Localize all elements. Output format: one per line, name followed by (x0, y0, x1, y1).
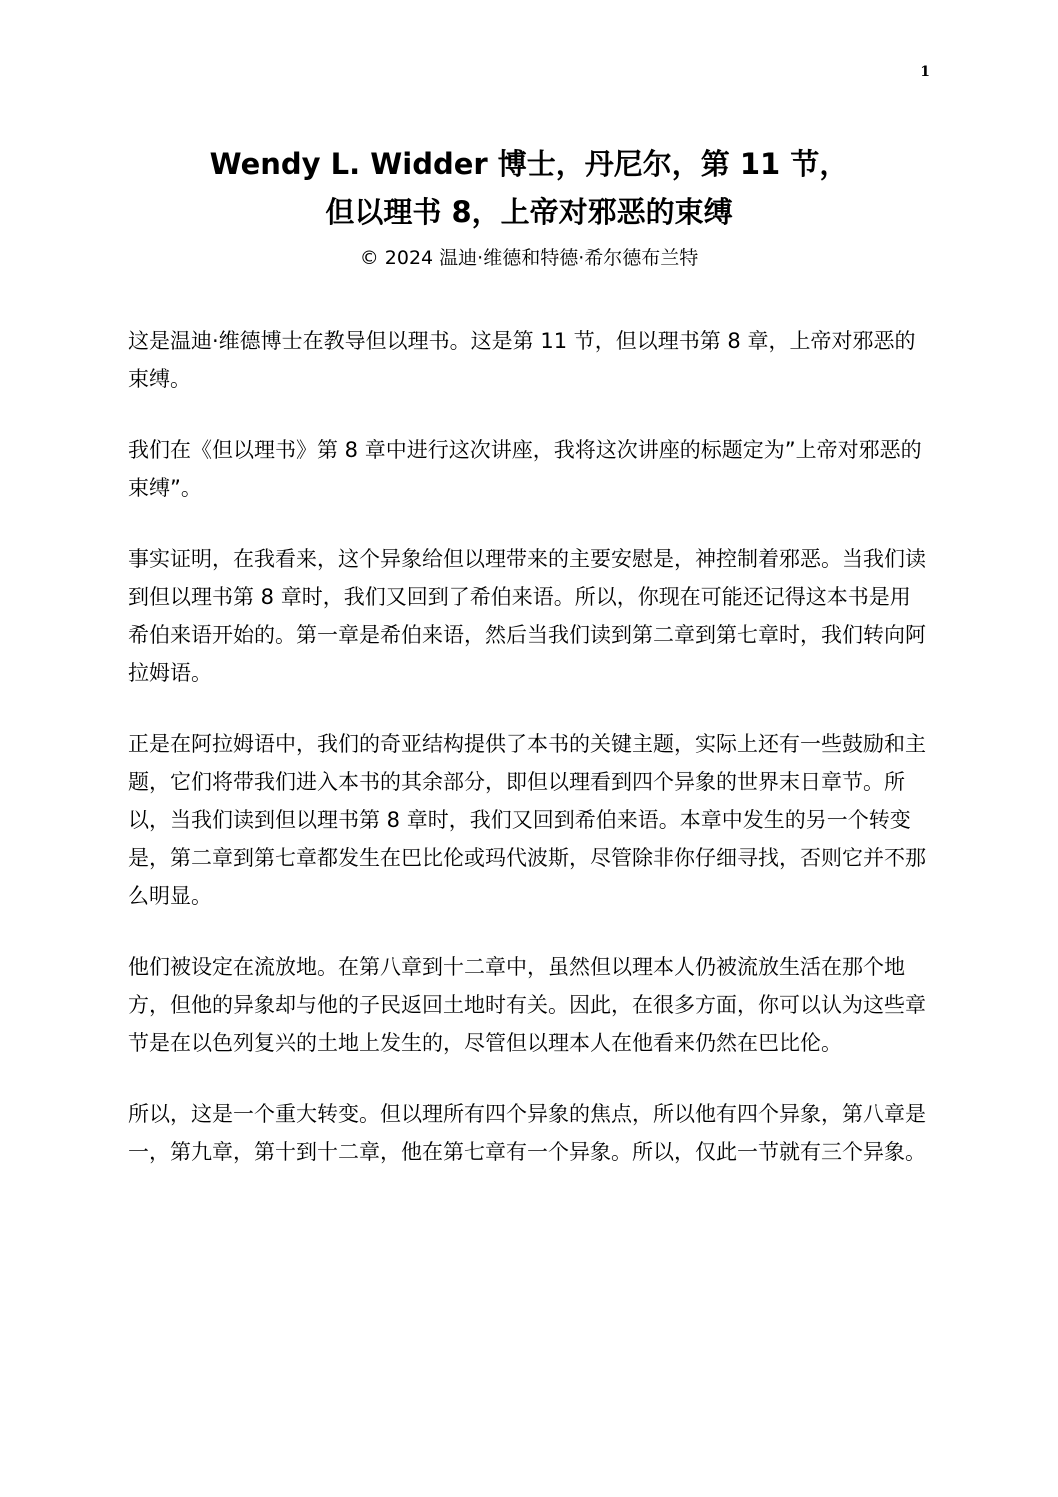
title-line-1: Wendy L. Widder 博士，丹尼尔，第 11 节， (209, 147, 849, 181)
paragraph-2: 我们在《但以理书》第 8 章中进行这次讲座，我将这次讲座的标题定为”上帝对邪恶的束缚”。 (128, 438, 922, 500)
document-body (128, 322, 930, 1204)
copyright-notice: © 2024 温迪·维德和特德·希尔德布兰特 (359, 247, 699, 269)
paragraph-3: 事实证明，在我看来，这个异象给但以理带来的主要安慰是，神控制着邪恶。当我们读到但以理书第 8 章时，我们又回到了希伯来语。所以，你现在可能还记得这本书是用希伯来语开始的。第一章是希伯来语，然后当我们读到第二章到第七章时，我们转向阿拉姆语。 (128, 547, 926, 685)
paragraph-4: 正是在阿拉姆语中，我们的奇亚结构提供了本书的关键主题，实际上还有一些鼓励和主题，它们将带我们进入本书的其余部分，即但以理看到四个异象的世界末日章节。所以，当我们读到但以理书第 8 章时，我们又回到希伯来语。本章中发生的另一个转变是，第二章到第七章都发生在巴比伦或玛代波斯，尽管除非你仔细寻找，否则它并不那么明显。 (128, 732, 926, 908)
document-header (0, 140, 1058, 272)
paragraph-6: 所以，这是一个重大转变。但以理所有四个异象的焦点，所以他有四个异象，第八章是一，第九章，第十到十二章，他在第七章有一个异象。所以，仅此一节就有三个异象。 (128, 1102, 926, 1164)
paragraph-5: 他们被设定在流放地。在第八章到十二章中，虽然但以理本人仍被流放生活在那个地方，但他的异象却与他的子民返回土地时有关。因此，在很多方面，你可以认为这些章节是在以色列复兴的土地上发生的，尽管但以理本人在他看来仍然在巴比伦。 (128, 955, 926, 1055)
title-line-2: 但以理书 8，上帝对邪恶的束缚 (325, 195, 733, 229)
page-number: 1 (920, 64, 930, 80)
paragraph-1: 这是温迪·维德博士在教导但以理书。这是第 11 节，但以理书第 8 章，上帝对邪恶的束缚。 (128, 329, 916, 391)
